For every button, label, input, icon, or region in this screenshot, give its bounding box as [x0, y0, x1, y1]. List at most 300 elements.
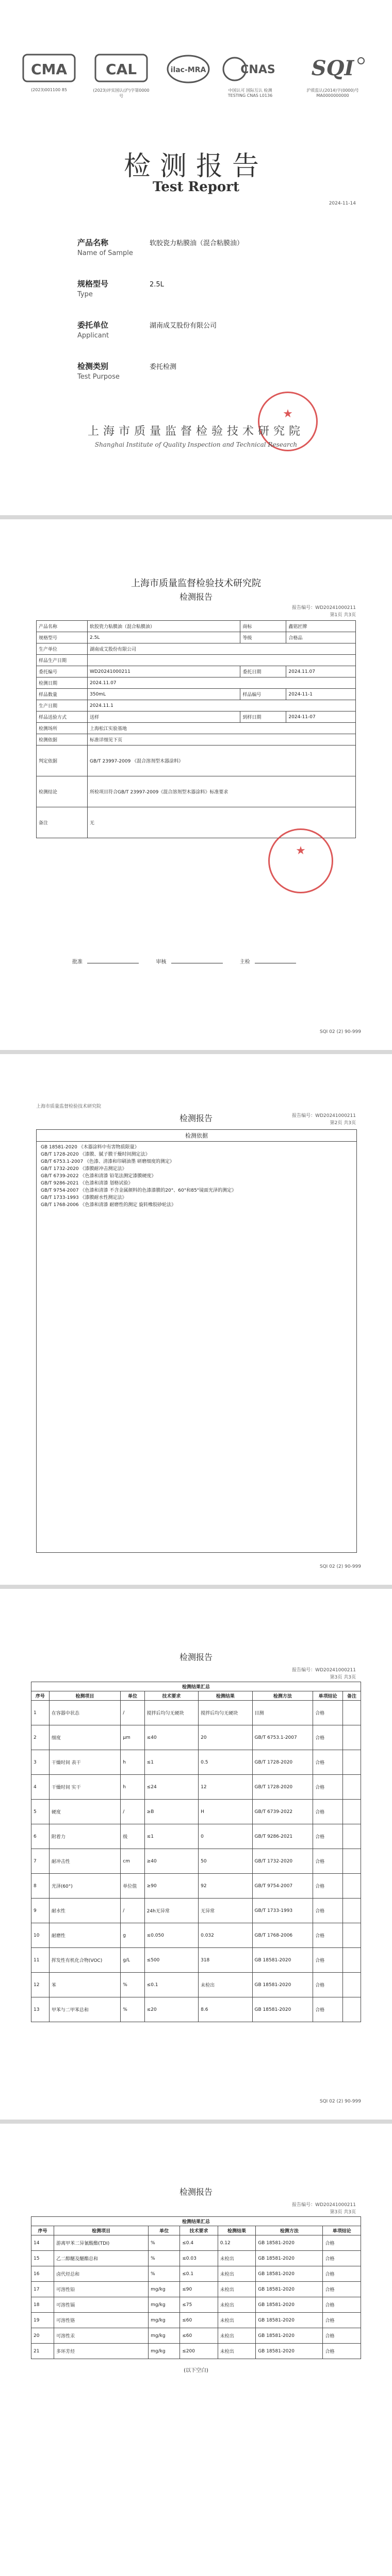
table-cell: 2 — [31, 1725, 50, 1750]
table-cell: % — [121, 1973, 144, 1997]
row-value — [88, 655, 356, 666]
table-cell — [343, 1923, 361, 1948]
table-cell — [343, 1899, 361, 1923]
table-cell: 在容器中状态 — [49, 1701, 120, 1725]
row-label: 样品生产日期 — [37, 655, 88, 666]
table-cell: 耐磨性 — [49, 1923, 120, 1948]
table-cell: / — [121, 1800, 144, 1824]
table-cell: GB 18581-2020 — [256, 2313, 323, 2328]
row-value: 合格品 — [286, 632, 356, 643]
table-cell: 耐水性 — [49, 1899, 120, 1923]
svg-text:CMA: CMA — [30, 61, 68, 78]
row-value: WD20241000211 — [88, 666, 240, 677]
field-type: 规格型号 2.5L Type — [77, 279, 164, 298]
row-label: 生产日期 — [37, 700, 88, 711]
table-cell: GB/T 1728-2020 — [252, 1775, 313, 1800]
sqi-logo — [299, 49, 366, 98]
info-row — [37, 621, 356, 632]
certification-logos — [21, 49, 371, 111]
table-cell: / — [121, 1899, 144, 1923]
table-row — [31, 2328, 361, 2344]
table-row — [31, 1775, 361, 1800]
column-header: 单项结论 — [313, 1691, 343, 1701]
table-cell: g/L — [121, 1948, 144, 1973]
test-basis-item: GB/T 1768-2006 《色漆和清漆 耐磨性的测定 旋转橡胶砂轮法》 — [41, 1202, 176, 1208]
table-cell: 合格 — [313, 1923, 343, 1948]
row-value: 所检项目符合GB/T 23997-2009《混合溶剂型木器涂料》标准要求 — [88, 776, 356, 807]
page-title: 检测报告 — [179, 1652, 213, 1662]
test-basis-item: GB/T 9754-2007 《色漆和清漆 不含金属颜料的色漆漆膜的20°、60°和85°镜面光泽的测定》 — [41, 1188, 237, 1193]
table-row — [31, 2251, 361, 2266]
table-cell: 合格 — [313, 1997, 343, 2022]
table-cell: mg/kg — [149, 2297, 180, 2313]
test-basis-item: GB/T 9286-2021 《色漆和清漆 划格试验》 — [41, 1181, 133, 1186]
table-cell: mg/kg — [149, 2313, 180, 2328]
table-cell: mg/kg — [149, 2282, 180, 2297]
table-cell: ≥90 — [144, 1874, 198, 1899]
table-cell: ≤24 — [144, 1775, 198, 1800]
table-cell: GB/T 9286-2021 — [252, 1824, 313, 1849]
table-cell: GB 18581-2020 — [256, 2251, 323, 2266]
table-cell: 合格 — [313, 1800, 343, 1824]
table-cell: 合格 — [313, 1701, 343, 1725]
table-cell — [343, 1725, 361, 1750]
table-row — [31, 1874, 361, 1899]
table-cell: / — [121, 1701, 144, 1725]
table-cell — [343, 1973, 361, 1997]
table-cell: GB/T 1728-2020 — [252, 1750, 313, 1775]
field-applicant: 委托单位 湖南成艾股份有限公司 Applicant — [77, 320, 217, 340]
institute-header: 上海市质量监督检验技术研究院 — [36, 1104, 102, 1109]
table-cell: 未检出 — [218, 2251, 255, 2266]
table-cell: 合格 — [313, 1948, 343, 1973]
page-footer: SQI 02 (2) 90-999 — [319, 2099, 361, 2104]
table-row — [31, 1800, 361, 1824]
row-value: 无 — [88, 807, 356, 838]
table-cell: h — [121, 1775, 144, 1800]
table-cell: 乙二醇醚及醚酯总和 — [54, 2251, 149, 2266]
table-cell: cm — [121, 1849, 144, 1874]
row-value: 2024.11.1 — [88, 700, 356, 711]
table-cell: 合格 — [323, 2282, 361, 2297]
table-cell — [343, 1800, 361, 1824]
table-cell: ≤1 — [144, 1824, 198, 1849]
table-cell: 合格 — [323, 2235, 361, 2251]
table-cell: GB/T 9754-2007 — [252, 1874, 313, 1899]
row-value: 2.5L — [88, 632, 240, 643]
info-row — [37, 666, 356, 677]
table-cell: GB/T 1733-1993 — [252, 1899, 313, 1923]
row-label: 检测场所 — [37, 723, 88, 734]
svg-text:CNAS: CNAS — [240, 63, 275, 76]
row-label: 委托日期 — [240, 666, 286, 677]
page-label: 第2页 共3页 — [330, 1121, 356, 1126]
table-cell — [343, 1701, 361, 1725]
table-cell: 可溶性铅 — [54, 2282, 149, 2297]
table-row — [31, 2313, 361, 2328]
table-cell: GB/T 1732-2020 — [252, 1849, 313, 1874]
column-header: 备注 — [343, 1691, 361, 1701]
institute-header: 上海市质量监督检验技术研究院 — [131, 578, 261, 589]
row-label: 商标 — [240, 621, 286, 632]
table-cell: 19 — [31, 2313, 54, 2328]
table-cell: ≤1 — [144, 1750, 198, 1775]
test-basis-item: GB 18581-2020 《木器涂料中有害物质限量》 — [41, 1145, 139, 1150]
signer-approve: 批准 — [72, 959, 83, 965]
svg-text:SQI: SQI — [311, 56, 354, 80]
table-cell: 搅拌后均匀无硬块 — [144, 1701, 198, 1725]
table-cell: % — [149, 2251, 180, 2266]
table-cell: 合格 — [323, 2251, 361, 2266]
table-cell: ≤0.03 — [180, 2251, 218, 2266]
institute-name: 上海市质量监督检验技术研究院 — [87, 425, 304, 438]
column-header: 检测方法 — [252, 1691, 313, 1701]
table-cell: H — [199, 1800, 252, 1824]
info-row — [37, 677, 356, 689]
table-cell: 9 — [31, 1899, 50, 1923]
test-basis-list — [37, 1142, 356, 1211]
table-cell: 17 — [31, 2282, 54, 2297]
table-cell: ≤20 — [144, 1997, 198, 2022]
report-page-3 — [0, 1589, 392, 2120]
table-cell: 18 — [31, 2297, 54, 2313]
table-cell — [343, 1824, 361, 1849]
table-row — [31, 2235, 361, 2251]
table-cell: 1 — [31, 1701, 50, 1725]
table-row — [31, 1701, 361, 1725]
page-title: 检测报告 — [179, 1113, 213, 1123]
table-cell: 20 — [199, 1725, 252, 1750]
test-basis-item: GB/T 1733-1993 《漆膜耐水性测定法》 — [41, 1195, 127, 1200]
sample-info-table — [36, 620, 356, 838]
table-cell: 0 — [199, 1824, 252, 1849]
table-row — [31, 1750, 361, 1775]
cover-page — [0, 0, 392, 515]
table-cell: 合格 — [313, 1899, 343, 1923]
report-date: 2024-11-14 — [329, 201, 356, 206]
table-cell: 21 — [31, 2344, 54, 2359]
table-cell: ≤0.1 — [180, 2266, 218, 2282]
table-cell: 挥发性有机化合物(VOC) — [49, 1948, 120, 1973]
page-separator — [0, 1585, 392, 1589]
table-cell: 13 — [31, 1997, 50, 2022]
table-cell: 卤代烃总和 — [54, 2266, 149, 2282]
test-basis-item: GB/T 1728-2020 《漆膜、腻子膜干燥时间测定法》 — [41, 1152, 150, 1157]
table-cell: GB 18581-2020 — [256, 2328, 323, 2344]
page-title: 检测报告 — [179, 2187, 213, 2197]
table-cell — [343, 1997, 361, 2022]
table-cell: 级 — [121, 1824, 144, 1849]
table-cell: 细度 — [49, 1725, 120, 1750]
table-row — [31, 2266, 361, 2282]
row-value: 鑫铭匠牌 — [286, 621, 356, 632]
table-cell: 24h无异常 — [144, 1899, 198, 1923]
column-header: 单位 — [121, 1691, 144, 1701]
table-cell: 合格 — [323, 2313, 361, 2328]
test-basis-item: GB/T 1732-2020 《漆膜耐冲击测定法》 — [41, 1166, 127, 1172]
summary-label: 检测结果汇总 — [31, 2217, 361, 2226]
table-cell: 苯 — [49, 1973, 120, 1997]
table-cell: 干燥时间 表干 — [49, 1750, 120, 1775]
table-cell: ≤0.4 — [180, 2235, 218, 2251]
info-row — [37, 655, 356, 666]
table-cell: 合格 — [313, 1750, 343, 1775]
results-table — [31, 1682, 361, 2022]
inspection-seal-stamp: ★ — [268, 828, 333, 893]
table-cell: 92 — [199, 1874, 252, 1899]
table-cell: 未检出 — [218, 2344, 255, 2359]
info-row — [37, 745, 356, 776]
row-label: 判定依据 — [37, 745, 88, 776]
row-value: 软胶瓷力粘膜油（混合粘膜油） — [88, 621, 240, 632]
blank-below-note: (以下空白) — [184, 2368, 208, 2374]
column-header: 单位 — [149, 2226, 180, 2235]
table-cell: 合格 — [313, 1849, 343, 1874]
row-value: 350mL — [88, 689, 240, 700]
table-cell: ≤60 — [180, 2313, 218, 2328]
table-cell: 未检出 — [218, 2282, 255, 2297]
table-cell: ≤0.050 — [144, 1923, 198, 1948]
table-cell: 16 — [31, 2266, 54, 2282]
table-row — [31, 1824, 361, 1849]
table-row — [31, 1849, 361, 1874]
page-separator — [0, 2120, 392, 2124]
row-value: 2024-11-07 — [286, 711, 356, 723]
page-separator — [0, 515, 392, 519]
ilac-mra-logo — [165, 49, 211, 86]
table-cell: ≤40 — [144, 1725, 198, 1750]
table-cell — [343, 1849, 361, 1874]
table-cell: 合格 — [323, 2297, 361, 2313]
table-cell: 4 — [31, 1775, 50, 1800]
row-label: 产品名称 — [37, 621, 88, 632]
column-header: 技术要求 — [180, 2226, 218, 2235]
page-label: 第1页 共3页 — [330, 613, 356, 618]
sqi-caption: 沪质监认(2014)字(0000)号 MA0000000000 — [306, 88, 359, 98]
table-cell: 搅拌后均匀无硬块 — [199, 1701, 252, 1725]
page-footer: SQI 02 (2) 90-999 — [319, 1564, 361, 1569]
table-cell: GB 18581-2020 — [252, 1997, 313, 2022]
table-cell: 12 — [31, 1973, 50, 1997]
table-cell: 多环芳烃 — [54, 2344, 149, 2359]
test-basis-item: GB/T 6753.1-2007 《色漆、清漆和印刷油墨 研磨细度的测定》 — [41, 1159, 174, 1164]
cal-logo — [93, 49, 150, 99]
row-value: 上海松江实验基地 — [88, 723, 356, 734]
table-cell: ≤75 — [180, 2297, 218, 2313]
table-row — [31, 1997, 361, 2022]
field-product-name: 产品名称 软胶瓷力粘膜油（混合粘膜油） Name of Sample — [77, 238, 244, 257]
table-cell: 10 — [31, 1923, 50, 1948]
table-cell: 合格 — [323, 2344, 361, 2359]
table-row — [31, 2297, 361, 2313]
row-value: 湖南成艾股份有限公司 — [88, 643, 356, 655]
row-label: 样品送验方式 — [37, 711, 88, 723]
table-cell: GB 18581-2020 — [256, 2266, 323, 2282]
table-cell: h — [121, 1750, 144, 1775]
table-cell: 11 — [31, 1948, 50, 1973]
table-cell: ≤90 — [180, 2282, 218, 2297]
summary-label: 检测结果汇总 — [31, 1682, 361, 1691]
table-cell: 14 — [31, 2235, 54, 2251]
page-title: 检测报告 — [179, 592, 213, 602]
table-cell: 游离甲苯二异氰酸酯(TDI) — [54, 2235, 149, 2251]
row-label: 备注 — [37, 807, 88, 838]
report-number: 报告编号：WD20241000211 — [292, 2202, 356, 2208]
table-cell: 0.032 — [199, 1923, 252, 1948]
info-row — [37, 723, 356, 734]
row-value: 标准详细见下页 — [88, 734, 356, 745]
table-cell: ≤500 — [144, 1948, 198, 1973]
table-cell: 耐冲击性 — [49, 1849, 120, 1874]
row-label: 样品编号 — [240, 689, 286, 700]
results-table-continued — [31, 2216, 361, 2359]
table-cell: 目测 — [252, 1701, 313, 1725]
table-row — [31, 1725, 361, 1750]
page-label: 第3页 共3页 — [330, 1675, 356, 1680]
column-header: 检测结果 — [199, 1691, 252, 1701]
signer-main: 主检 — [239, 959, 250, 965]
table-cell: 6 — [31, 1824, 50, 1849]
table-cell: 干燥时间 实干 — [49, 1775, 120, 1800]
table-row — [31, 1923, 361, 1948]
report-subtitle: Test Report — [153, 179, 239, 195]
table-cell: 未检出 — [218, 2266, 255, 2282]
table-row — [31, 2282, 361, 2297]
row-value: 2024.11.07 — [88, 677, 356, 689]
table-cell — [343, 1775, 361, 1800]
table-cell — [343, 1948, 361, 1973]
table-cell: 318 — [199, 1948, 252, 1973]
cma-caption: (2023)001100 85 — [31, 88, 67, 92]
column-header: 检测项目 — [54, 2226, 149, 2235]
table-cell: 单位值 — [121, 1874, 144, 1899]
table-cell: GB 18581-2020 — [252, 1948, 313, 1973]
info-row — [37, 689, 356, 700]
cnas-logo — [222, 49, 279, 98]
table-cell: 未检出 — [218, 2297, 255, 2313]
table-cell: 12 — [199, 1775, 252, 1800]
table-cell: μm — [121, 1725, 144, 1750]
row-label: 生产单位 — [37, 643, 88, 655]
column-header: 序号 — [31, 1691, 50, 1701]
table-cell: 合格 — [313, 1824, 343, 1849]
table-cell: 未检出 — [218, 2313, 255, 2328]
table-cell: % — [149, 2235, 180, 2251]
table-cell: ≥40 — [144, 1849, 198, 1874]
table-cell: 未检出 — [199, 1973, 252, 1997]
table-cell: ≤200 — [180, 2344, 218, 2359]
table-cell: GB 18581-2020 — [256, 2297, 323, 2313]
cma-logo — [21, 49, 77, 92]
column-header: 序号 — [31, 2226, 54, 2235]
table-row — [31, 2344, 361, 2359]
table-cell: 可溶性铬 — [54, 2313, 149, 2328]
institute-name-en: Shanghai Institute of Quality Inspection and Technical Research — [94, 441, 298, 448]
table-cell: ≤0.1 — [144, 1973, 198, 1997]
table-cell: 光泽(60°) — [49, 1874, 120, 1899]
table-cell: 可溶性镉 — [54, 2297, 149, 2313]
report-number: 报告编号：WD20241000211 — [292, 1668, 356, 1673]
table-cell: 0.5 — [199, 1750, 252, 1775]
table-cell: 合格 — [313, 1775, 343, 1800]
info-row — [37, 711, 356, 723]
row-label: 检测结论 — [37, 776, 88, 807]
table-cell: 3 — [31, 1750, 50, 1775]
column-header: 单项结论 — [323, 2226, 361, 2235]
table-cell: mg/kg — [149, 2328, 180, 2344]
column-header: 技术要求 — [144, 1691, 198, 1701]
report-page-4 — [0, 2124, 392, 2576]
table-cell: GB 18581-2020 — [256, 2344, 323, 2359]
field-test-purpose: 检测类别 委托检测 Test Purpose — [77, 362, 177, 381]
page-label: 第3页 共3页 — [330, 2210, 356, 2215]
table-cell: ≥B — [144, 1800, 198, 1824]
table-cell — [343, 1750, 361, 1775]
table-cell: 20 — [31, 2328, 54, 2344]
table-cell: 7 — [31, 1849, 50, 1874]
svg-text:ilac-MRA: ilac-MRA — [170, 66, 206, 74]
table-cell: 合格 — [323, 2328, 361, 2344]
info-row — [37, 632, 356, 643]
info-row — [37, 643, 356, 655]
table-row — [31, 1973, 361, 1997]
table-cell: 无异常 — [199, 1899, 252, 1923]
box-title: 检测依据 — [37, 1130, 356, 1142]
row-value: 送样 — [88, 711, 240, 723]
table-cell: 15 — [31, 2251, 54, 2266]
table-cell: 合格 — [313, 1725, 343, 1750]
row-label: 检测日期 — [37, 677, 88, 689]
official-seal-stamp: ★ — [258, 392, 318, 451]
table-cell: GB/T 6739-2022 — [252, 1800, 313, 1824]
svg-text:CAL: CAL — [105, 61, 137, 78]
info-row — [37, 776, 356, 807]
row-label: 规格型号 — [37, 632, 88, 643]
row-label: 等级 — [240, 632, 286, 643]
column-header: 检测方法 — [256, 2226, 323, 2235]
cal-caption: (2023)评实国认(沪)字第0000号 — [93, 88, 150, 98]
page-separator — [0, 1050, 392, 1054]
table-cell: % — [121, 1997, 144, 2022]
table-cell: 合格 — [323, 2266, 361, 2282]
cnas-caption: 中国认可 国际互认 检测 TESTING CNAS L0136 — [227, 88, 273, 98]
table-cell: 附着力 — [49, 1824, 120, 1849]
table-cell: 5 — [31, 1800, 50, 1824]
table-cell: 硬度 — [49, 1800, 120, 1824]
table-cell — [343, 1874, 361, 1899]
row-label: 委托编号 — [37, 666, 88, 677]
info-row — [37, 734, 356, 745]
table-cell: mg/kg — [149, 2344, 180, 2359]
signature-row — [72, 957, 296, 965]
table-cell: GB/T 6753.1-2007 — [252, 1725, 313, 1750]
table-cell: 8 — [31, 1874, 50, 1899]
row-value: 2024-11-1 — [286, 689, 356, 700]
column-header: 检测结果 — [218, 2226, 255, 2235]
column-header: 检测项目 — [49, 1691, 120, 1701]
table-cell: 8.6 — [199, 1997, 252, 2022]
table-row — [31, 1948, 361, 1973]
report-page-2 — [0, 1054, 392, 1585]
table-cell: GB/T 1768-2006 — [252, 1923, 313, 1948]
report-number: 报告编号：WD20241000211 — [292, 1113, 356, 1118]
row-value: GB/T 23997-2009 《混合溶剂型木器涂料》 — [88, 745, 356, 776]
table-cell: GB 18581-2020 — [252, 1973, 313, 1997]
table-cell: ≤60 — [180, 2328, 218, 2344]
page-footer: SQI 02 (2) 90-999 — [319, 1029, 361, 1035]
table-cell: 未检出 — [218, 2328, 255, 2344]
row-label: 检测依据 — [37, 734, 88, 745]
